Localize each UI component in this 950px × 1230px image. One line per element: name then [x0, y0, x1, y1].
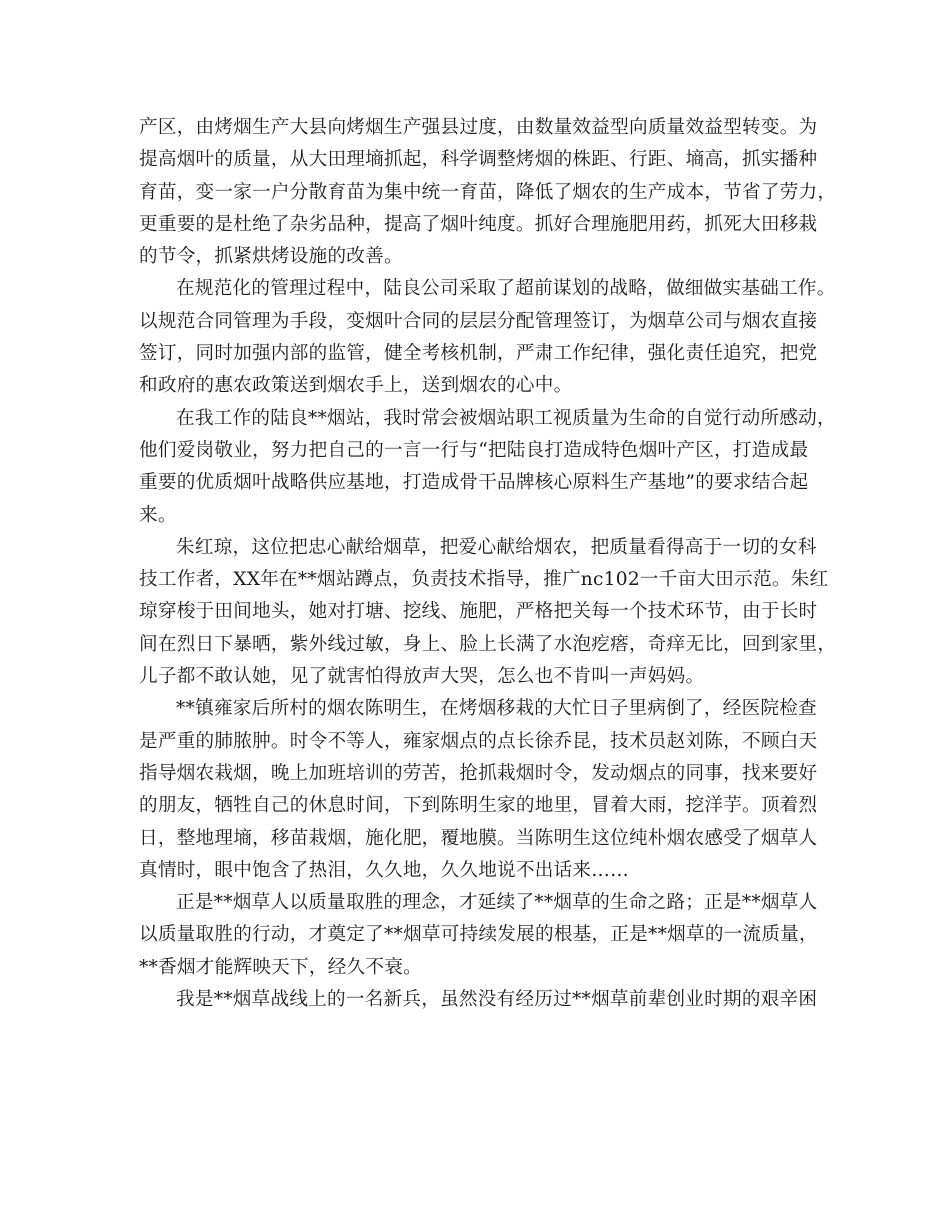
paragraph-3 [139, 403, 836, 532]
text-line: 提高烟叶的质量，从大田理墒抓起，科学调整烤烟的株距、行距、墒高，抓实播种 [139, 149, 818, 171]
text-line: **镇雍家后所村的烟农陈明生，在烤烟移栽的大忙日子里病倒了，经医院检查 [176, 698, 817, 720]
text-line: 在规范化的管理过程中，陆良公司采取了超前谋划的战略，做细做实基础工作。 [176, 278, 836, 300]
text-line: 更重要的是杜绝了杂劣品种，提高了烟叶纯度。抓好合理施肥用药，抓死大田移栽 [139, 213, 818, 235]
text-line: 真情时，眼中饱含了热泪，久久地，久久地说不出话来…… [139, 859, 629, 881]
text-line: 我是**烟草战线上的一名新兵，虽然没有经历过**烟草前辈创业时期的艰辛困 [176, 989, 818, 1011]
text-line: **香烟才能辉映天下，经久不衰。 [139, 956, 422, 978]
text-line: 和政府的惠农政策送到烟农手上，送到烟农的心中。 [139, 375, 573, 397]
text-line: 儿子都不敢认她，见了就害怕得放声大哭，怎么也不肯叫一声妈妈。 [139, 666, 705, 688]
paragraph-7 [139, 984, 829, 1016]
text-line: 正是**烟草人以质量取胜的理念，才延续了**烟草的生命之路；正是**烟草人 [176, 892, 818, 914]
text-line: 技工作者，XX年在**烟站蹲点，负责技术指导，推广nc102一千亩大田示范。朱红 [139, 569, 829, 591]
text-line: 的节令，抓紧烘烤设施的改善。 [139, 246, 403, 268]
paragraph-2 [139, 273, 836, 402]
text-line: 育苗，变一家一户分散育苗为集中统一育苗，降低了烟农的生产成本，节省了劳力， [139, 181, 837, 203]
text-line: 间在烈日下暴晒，紫外线过敏，身上、脸上长满了水泡疙瘩，奇痒无比，回到家里， [139, 633, 837, 655]
text-line: 以质量取胜的行动，才奠定了**烟草可持续发展的根基，正是**烟草的一流质量， [139, 924, 818, 946]
paragraph-4 [139, 532, 837, 693]
text-line: 朱红琼，这位把忠心献给烟草，把爱心献给烟农，把质量看得高于一切的女科 [176, 536, 817, 558]
text-line: 的朋友，牺牲自己的休息时间，下到陈明生家的地里，冒着大雨，挖洋芋。顶着烈 [139, 795, 818, 817]
text-line: 是严重的肺脓肿。时令不等人，雍家烟点的点长徐乔昆，技术员赵刘陈，不顾白天 [139, 730, 818, 752]
text-line: 在我工作的陆良**烟站，我时常会被烟站职工视质量为生命的自觉行动所感动， [176, 407, 836, 429]
paragraph-1 [139, 112, 837, 273]
text-line: 指导烟农栽烟，晚上加班培训的劳苦，抢抓栽烟时令，发动烟点的同事，找来要好 [139, 762, 818, 784]
paragraph-6 [139, 887, 829, 984]
text-line: 来。 [139, 504, 177, 526]
text-line: 日，整地理墒，移苗栽烟，施化肥，覆地膜。当陈明生这位纯朴烟农感受了烟草人 [139, 827, 818, 849]
paragraph-5 [139, 693, 829, 887]
text-line: 签订，同时加强内部的监管，健全考核机制，严肃工作纪律，强化责任追究，把党 [139, 343, 818, 365]
text-line: 琼穿梭于田间地头，她对打塘、挖线、施肥，严格把关每一个技术环节，由于长时 [139, 601, 818, 623]
text-line: 重要的优质烟叶战略供应基地，打造成骨干品牌核心原料生产基地”的要求结合起 [139, 472, 809, 494]
document-page [139, 112, 837, 1016]
text-line: 以规范合同管理为手段，变烟叶合同的层层分配管理签订，为烟草公司与烟农直接 [139, 310, 818, 332]
text-line: 产区，由烤烟生产大县向烤烟生产强县过度，由数量效益型向质量效益型转变。为 [139, 117, 818, 138]
text-line: 他们爱岗敬业，努力把自己的一言一行与“把陆良打造成特色烟叶产区，打造成最 [139, 439, 809, 461]
